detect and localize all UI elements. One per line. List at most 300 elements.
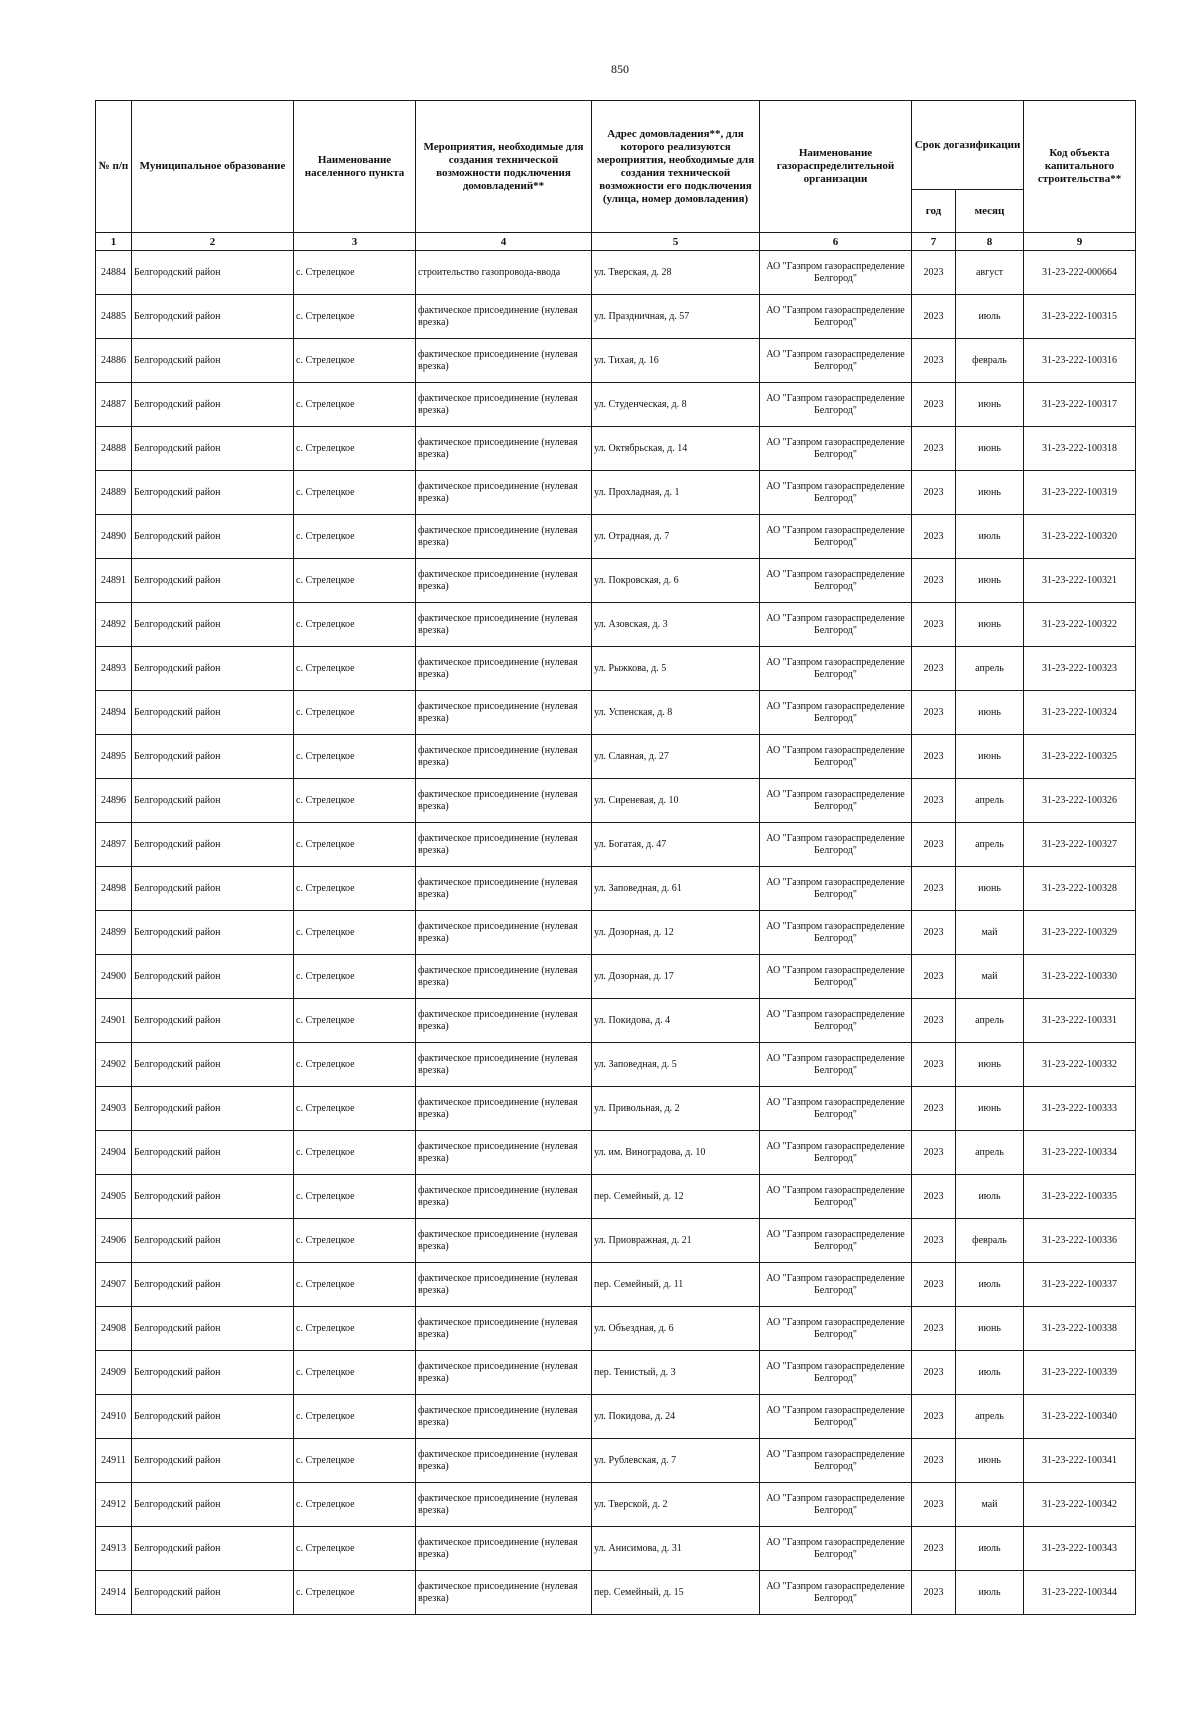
- organization-cell: АО "Газпром газораспределение Белгород": [760, 1087, 912, 1131]
- month-cell: апрель: [956, 647, 1024, 691]
- measure-cell: фактическое присоединение (нулевая врезка): [416, 823, 592, 867]
- measure-cell: фактическое присоединение (нулевая врезка): [416, 1219, 592, 1263]
- settlement-cell: с. Стрелецкое: [294, 1439, 416, 1483]
- year-cell: 2023: [912, 735, 956, 779]
- column-number: 9: [1024, 233, 1136, 251]
- settlement-cell: с. Стрелецкое: [294, 427, 416, 471]
- month-cell: июль: [956, 1571, 1024, 1615]
- row-number: 24890: [96, 515, 132, 559]
- table-row: [96, 999, 1136, 1043]
- object-code-cell: 31-23-222-100326: [1024, 779, 1136, 823]
- row-number: 24905: [96, 1175, 132, 1219]
- object-code-cell: 31-23-222-100342: [1024, 1483, 1136, 1527]
- header-code: Код объекта капитального строительства**: [1024, 101, 1136, 233]
- column-number: 7: [912, 233, 956, 251]
- organization-cell: АО "Газпром газораспределение Белгород": [760, 647, 912, 691]
- year-cell: 2023: [912, 1395, 956, 1439]
- month-cell: июнь: [956, 1087, 1024, 1131]
- organization-cell: АО "Газпром газораспределение Белгород": [760, 691, 912, 735]
- object-code-cell: 31-23-222-100317: [1024, 383, 1136, 427]
- month-cell: апрель: [956, 1131, 1024, 1175]
- gasification-table: [95, 100, 1136, 1615]
- settlement-cell: с. Стрелецкое: [294, 1131, 416, 1175]
- address-cell: ул. Заповедная, д. 5: [592, 1043, 760, 1087]
- table-row: [96, 1131, 1136, 1175]
- address-cell: ул. Праздничная, д. 57: [592, 295, 760, 339]
- object-code-cell: 31-23-222-100333: [1024, 1087, 1136, 1131]
- settlement-cell: с. Стрелецкое: [294, 1043, 416, 1087]
- month-cell: июль: [956, 1527, 1024, 1571]
- month-cell: июль: [956, 1263, 1024, 1307]
- address-cell: пер. Семейный, д. 12: [592, 1175, 760, 1219]
- measure-cell: фактическое присоединение (нулевая врезка): [416, 383, 592, 427]
- measure-cell: фактическое присоединение (нулевая врезка): [416, 1351, 592, 1395]
- table-row: [96, 1263, 1136, 1307]
- row-number: 24908: [96, 1307, 132, 1351]
- organization-cell: АО "Газпром газораспределение Белгород": [760, 1131, 912, 1175]
- municipality-cell: Белгородский район: [132, 339, 294, 383]
- measure-cell: фактическое присоединение (нулевая врезка): [416, 647, 592, 691]
- settlement-cell: с. Стрелецкое: [294, 471, 416, 515]
- organization-cell: АО "Газпром газораспределение Белгород": [760, 1043, 912, 1087]
- object-code-cell: 31-23-222-100338: [1024, 1307, 1136, 1351]
- measure-cell: фактическое присоединение (нулевая врезка): [416, 1263, 592, 1307]
- measure-cell: фактическое присоединение (нулевая врезка): [416, 779, 592, 823]
- settlement-cell: с. Стрелецкое: [294, 955, 416, 999]
- year-cell: 2023: [912, 383, 956, 427]
- organization-cell: АО "Газпром газораспределение Белгород": [760, 735, 912, 779]
- address-cell: ул. Тверской, д. 2: [592, 1483, 760, 1527]
- object-code-cell: 31-23-222-100331: [1024, 999, 1136, 1043]
- settlement-cell: с. Стрелецкое: [294, 295, 416, 339]
- object-code-cell: 31-23-222-100332: [1024, 1043, 1136, 1087]
- column-number: 1: [96, 233, 132, 251]
- object-code-cell: 31-23-222-100335: [1024, 1175, 1136, 1219]
- address-cell: ул. Приовражная, д. 21: [592, 1219, 760, 1263]
- header-row: [96, 101, 1136, 190]
- organization-cell: АО "Газпром газораспределение Белгород": [760, 515, 912, 559]
- municipality-cell: Белгородский район: [132, 1439, 294, 1483]
- table-row: [96, 1087, 1136, 1131]
- object-code-cell: 31-23-222-100319: [1024, 471, 1136, 515]
- address-cell: ул. Рыжкова, д. 5: [592, 647, 760, 691]
- object-code-cell: 31-23-222-100321: [1024, 559, 1136, 603]
- organization-cell: АО "Газпром газораспределение Белгород": [760, 955, 912, 999]
- municipality-cell: Белгородский район: [132, 779, 294, 823]
- settlement-cell: с. Стрелецкое: [294, 735, 416, 779]
- municipality-cell: Белгородский район: [132, 1175, 294, 1219]
- object-code-cell: 31-23-222-100322: [1024, 603, 1136, 647]
- settlement-cell: с. Стрелецкое: [294, 691, 416, 735]
- header-term: Срок догазификации: [912, 101, 1024, 190]
- settlement-cell: с. Стрелецкое: [294, 867, 416, 911]
- row-number: 24885: [96, 295, 132, 339]
- measure-cell: фактическое присоединение (нулевая врезка): [416, 911, 592, 955]
- address-cell: ул. Славная, д. 27: [592, 735, 760, 779]
- address-cell: ул. Дозорная, д. 12: [592, 911, 760, 955]
- organization-cell: АО "Газпром газораспределение Белгород": [760, 1263, 912, 1307]
- table-row: [96, 1307, 1136, 1351]
- organization-cell: АО "Газпром газораспределение Белгород": [760, 339, 912, 383]
- object-code-cell: 31-23-222-100330: [1024, 955, 1136, 999]
- object-code-cell: 31-23-222-100325: [1024, 735, 1136, 779]
- year-cell: 2023: [912, 1351, 956, 1395]
- column-number: 4: [416, 233, 592, 251]
- month-cell: июль: [956, 295, 1024, 339]
- address-cell: ул. Отрадная, д. 7: [592, 515, 760, 559]
- object-code-cell: 31-23-222-100318: [1024, 427, 1136, 471]
- measure-cell: фактическое присоединение (нулевая врезка): [416, 1395, 592, 1439]
- table-row: [96, 515, 1136, 559]
- settlement-cell: с. Стрелецкое: [294, 339, 416, 383]
- year-cell: 2023: [912, 1307, 956, 1351]
- month-cell: июнь: [956, 1043, 1024, 1087]
- address-cell: пер. Тенистый, д. 3: [592, 1351, 760, 1395]
- row-number: 24889: [96, 471, 132, 515]
- organization-cell: АО "Газпром газораспределение Белгород": [760, 559, 912, 603]
- settlement-cell: с. Стрелецкое: [294, 647, 416, 691]
- object-code-cell: 31-23-222-100340: [1024, 1395, 1136, 1439]
- header-num: № п/п: [96, 101, 132, 233]
- organization-cell: АО "Газпром газораспределение Белгород": [760, 295, 912, 339]
- address-cell: ул. Заповедная, д. 61: [592, 867, 760, 911]
- table-body: [96, 251, 1136, 1615]
- year-cell: 2023: [912, 823, 956, 867]
- organization-cell: АО "Газпром газораспределение Белгород": [760, 251, 912, 295]
- header-month: месяц: [956, 190, 1024, 233]
- table-row: [96, 779, 1136, 823]
- organization-cell: АО "Газпром газораспределение Белгород": [760, 867, 912, 911]
- column-number: 6: [760, 233, 912, 251]
- month-cell: июнь: [956, 603, 1024, 647]
- object-code-cell: 31-23-222-100328: [1024, 867, 1136, 911]
- municipality-cell: Белгородский район: [132, 1307, 294, 1351]
- table-row: [96, 427, 1136, 471]
- row-number: 24913: [96, 1527, 132, 1571]
- object-code-cell: 31-23-222-100344: [1024, 1571, 1136, 1615]
- municipality-cell: Белгородский район: [132, 647, 294, 691]
- measure-cell: фактическое присоединение (нулевая врезка): [416, 999, 592, 1043]
- month-cell: июль: [956, 515, 1024, 559]
- organization-cell: АО "Газпром газораспределение Белгород": [760, 1307, 912, 1351]
- settlement-cell: с. Стрелецкое: [294, 1483, 416, 1527]
- table-row: [96, 867, 1136, 911]
- object-code-cell: 31-23-222-100334: [1024, 1131, 1136, 1175]
- column-number: 2: [132, 233, 294, 251]
- municipality-cell: Белгородский район: [132, 515, 294, 559]
- organization-cell: АО "Газпром газораспределение Белгород": [760, 603, 912, 647]
- month-cell: июнь: [956, 1439, 1024, 1483]
- year-cell: 2023: [912, 515, 956, 559]
- organization-cell: АО "Газпром газораспределение Белгород": [760, 1571, 912, 1615]
- year-cell: 2023: [912, 1087, 956, 1131]
- municipality-cell: Белгородский район: [132, 1351, 294, 1395]
- year-cell: 2023: [912, 1219, 956, 1263]
- row-number: 24904: [96, 1131, 132, 1175]
- settlement-cell: с. Стрелецкое: [294, 1263, 416, 1307]
- row-number: 24906: [96, 1219, 132, 1263]
- organization-cell: АО "Газпром газораспределение Белгород": [760, 383, 912, 427]
- address-cell: пер. Семейный, д. 11: [592, 1263, 760, 1307]
- row-number: 24894: [96, 691, 132, 735]
- table-row: [96, 1175, 1136, 1219]
- measure-cell: фактическое присоединение (нулевая врезка): [416, 955, 592, 999]
- month-cell: июнь: [956, 559, 1024, 603]
- row-number: 24888: [96, 427, 132, 471]
- measure-cell: фактическое присоединение (нулевая врезка): [416, 1043, 592, 1087]
- municipality-cell: Белгородский район: [132, 1483, 294, 1527]
- address-cell: ул. Привольная, д. 2: [592, 1087, 760, 1131]
- settlement-cell: с. Стрелецкое: [294, 1087, 416, 1131]
- municipality-cell: Белгородский район: [132, 691, 294, 735]
- object-code-cell: 31-23-222-100336: [1024, 1219, 1136, 1263]
- year-cell: 2023: [912, 295, 956, 339]
- table-row: [96, 383, 1136, 427]
- table-row: [96, 823, 1136, 867]
- table-row: [96, 1571, 1136, 1615]
- settlement-cell: с. Стрелецкое: [294, 559, 416, 603]
- year-cell: 2023: [912, 999, 956, 1043]
- month-cell: август: [956, 251, 1024, 295]
- month-cell: апрель: [956, 999, 1024, 1043]
- year-cell: 2023: [912, 339, 956, 383]
- municipality-cell: Белгородский район: [132, 603, 294, 647]
- year-cell: 2023: [912, 559, 956, 603]
- municipality-cell: Белгородский район: [132, 295, 294, 339]
- year-cell: 2023: [912, 251, 956, 295]
- header-address: Адрес домовладения**, для которого реализуются мероприятия, необходимые для создания технической возможности его подключения (улица, номер домовладения): [592, 101, 760, 233]
- column-number: 5: [592, 233, 760, 251]
- month-cell: апрель: [956, 823, 1024, 867]
- settlement-cell: с. Стрелецкое: [294, 1395, 416, 1439]
- month-cell: апрель: [956, 779, 1024, 823]
- row-number: 24884: [96, 251, 132, 295]
- year-cell: 2023: [912, 427, 956, 471]
- year-cell: 2023: [912, 955, 956, 999]
- municipality-cell: Белгородский район: [132, 1043, 294, 1087]
- header-org: Наименование газораспределительной организации: [760, 101, 912, 233]
- settlement-cell: с. Стрелецкое: [294, 383, 416, 427]
- object-code-cell: 31-23-222-100343: [1024, 1527, 1136, 1571]
- table-row: [96, 295, 1136, 339]
- settlement-cell: с. Стрелецкое: [294, 1307, 416, 1351]
- organization-cell: АО "Газпром газораспределение Белгород": [760, 1175, 912, 1219]
- measure-cell: фактическое присоединение (нулевая врезка): [416, 735, 592, 779]
- measure-cell: фактическое присоединение (нулевая врезка): [416, 1527, 592, 1571]
- municipality-cell: Белгородский район: [132, 1219, 294, 1263]
- header-municipality: Муниципальное образование: [132, 101, 294, 233]
- object-code-cell: 31-23-222-100329: [1024, 911, 1136, 955]
- table-row: [96, 1439, 1136, 1483]
- organization-cell: АО "Газпром газораспределение Белгород": [760, 911, 912, 955]
- organization-cell: АО "Газпром газораспределение Белгород": [760, 1527, 912, 1571]
- measure-cell: фактическое присоединение (нулевая врезка): [416, 427, 592, 471]
- object-code-cell: 31-23-222-100327: [1024, 823, 1136, 867]
- object-code-cell: 31-23-222-100339: [1024, 1351, 1136, 1395]
- object-code-cell: 31-23-222-100323: [1024, 647, 1136, 691]
- measure-cell: фактическое присоединение (нулевая врезка): [416, 339, 592, 383]
- month-cell: июнь: [956, 735, 1024, 779]
- settlement-cell: с. Стрелецкое: [294, 1527, 416, 1571]
- month-cell: июнь: [956, 867, 1024, 911]
- municipality-cell: Белгородский район: [132, 1571, 294, 1615]
- municipality-cell: Белгородский район: [132, 1263, 294, 1307]
- month-cell: июль: [956, 1175, 1024, 1219]
- organization-cell: АО "Газпром газораспределение Белгород": [760, 1483, 912, 1527]
- year-cell: 2023: [912, 779, 956, 823]
- table-row: [96, 691, 1136, 735]
- measure-cell: фактическое присоединение (нулевая врезка): [416, 1483, 592, 1527]
- organization-cell: АО "Газпром газораспределение Белгород": [760, 1351, 912, 1395]
- object-code-cell: 31-23-222-000664: [1024, 251, 1136, 295]
- row-number: 24896: [96, 779, 132, 823]
- row-number: 24895: [96, 735, 132, 779]
- measure-cell: фактическое присоединение (нулевая врезка): [416, 603, 592, 647]
- row-number: 24887: [96, 383, 132, 427]
- row-number: 24902: [96, 1043, 132, 1087]
- table-row: [96, 1219, 1136, 1263]
- settlement-cell: с. Стрелецкое: [294, 1219, 416, 1263]
- address-cell: ул. Покровская, д. 6: [592, 559, 760, 603]
- header-measures: Мероприятия, необходимые для создания технической возможности подключения домовладений**: [416, 101, 592, 233]
- municipality-cell: Белгородский район: [132, 999, 294, 1043]
- table-row: [96, 647, 1136, 691]
- organization-cell: АО "Газпром газораспределение Белгород": [760, 823, 912, 867]
- settlement-cell: с. Стрелецкое: [294, 911, 416, 955]
- object-code-cell: 31-23-222-100341: [1024, 1439, 1136, 1483]
- measure-cell: фактическое присоединение (нулевая врезка): [416, 295, 592, 339]
- row-number: 24899: [96, 911, 132, 955]
- month-cell: июль: [956, 1351, 1024, 1395]
- measure-cell: фактическое присоединение (нулевая врезка): [416, 1439, 592, 1483]
- settlement-cell: с. Стрелецкое: [294, 1351, 416, 1395]
- address-cell: ул. Покидова, д. 24: [592, 1395, 760, 1439]
- address-cell: ул. Прохладная, д. 1: [592, 471, 760, 515]
- row-number: 24886: [96, 339, 132, 383]
- address-cell: ул. Объездная, д. 6: [592, 1307, 760, 1351]
- row-number: 24892: [96, 603, 132, 647]
- year-cell: 2023: [912, 1043, 956, 1087]
- measure-cell: фактическое присоединение (нулевая врезка): [416, 1175, 592, 1219]
- row-number: 24907: [96, 1263, 132, 1307]
- month-cell: июнь: [956, 427, 1024, 471]
- municipality-cell: Белгородский район: [132, 1527, 294, 1571]
- table-row: [96, 1395, 1136, 1439]
- column-numbers-row: [96, 233, 1136, 251]
- month-cell: май: [956, 911, 1024, 955]
- address-cell: ул. Азовская, д. 3: [592, 603, 760, 647]
- organization-cell: АО "Газпром газораспределение Белгород": [760, 1395, 912, 1439]
- row-number: 24903: [96, 1087, 132, 1131]
- settlement-cell: с. Стрелецкое: [294, 251, 416, 295]
- address-cell: пер. Семейный, д. 15: [592, 1571, 760, 1615]
- measure-cell: фактическое присоединение (нулевая врезка): [416, 691, 592, 735]
- municipality-cell: Белгородский район: [132, 911, 294, 955]
- measure-cell: фактическое присоединение (нулевая врезка): [416, 515, 592, 559]
- settlement-cell: с. Стрелецкое: [294, 823, 416, 867]
- object-code-cell: 31-23-222-100320: [1024, 515, 1136, 559]
- month-cell: февраль: [956, 339, 1024, 383]
- municipality-cell: Белгородский район: [132, 823, 294, 867]
- year-cell: 2023: [912, 867, 956, 911]
- month-cell: июнь: [956, 471, 1024, 515]
- column-number: 3: [294, 233, 416, 251]
- measure-cell: строительство газопровода-ввода: [416, 251, 592, 295]
- year-cell: 2023: [912, 1263, 956, 1307]
- municipality-cell: Белгородский район: [132, 427, 294, 471]
- row-number: 24891: [96, 559, 132, 603]
- municipality-cell: Белгородский район: [132, 383, 294, 427]
- year-cell: 2023: [912, 1483, 956, 1527]
- month-cell: июнь: [956, 1307, 1024, 1351]
- municipality-cell: Белгородский район: [132, 867, 294, 911]
- month-cell: июнь: [956, 383, 1024, 427]
- settlement-cell: с. Стрелецкое: [294, 779, 416, 823]
- measure-cell: фактическое присоединение (нулевая врезка): [416, 471, 592, 515]
- organization-cell: АО "Газпром газораспределение Белгород": [760, 471, 912, 515]
- year-cell: 2023: [912, 1527, 956, 1571]
- row-number: 24911: [96, 1439, 132, 1483]
- measure-cell: фактическое присоединение (нулевая врезка): [416, 1087, 592, 1131]
- year-cell: 2023: [912, 471, 956, 515]
- year-cell: 2023: [912, 603, 956, 647]
- settlement-cell: с. Стрелецкое: [294, 515, 416, 559]
- table-row: [96, 559, 1136, 603]
- column-number: 8: [956, 233, 1024, 251]
- municipality-cell: Белгородский район: [132, 1131, 294, 1175]
- table-row: [96, 251, 1136, 295]
- year-cell: 2023: [912, 1131, 956, 1175]
- object-code-cell: 31-23-222-100337: [1024, 1263, 1136, 1307]
- address-cell: ул. Тверская, д. 28: [592, 251, 760, 295]
- row-number: 24912: [96, 1483, 132, 1527]
- table-row: [96, 735, 1136, 779]
- page-number: 850: [611, 62, 629, 76]
- address-cell: ул. Успенская, д. 8: [592, 691, 760, 735]
- address-cell: ул. Анисимова, д. 31: [592, 1527, 760, 1571]
- year-cell: 2023: [912, 911, 956, 955]
- row-number: 24900: [96, 955, 132, 999]
- measure-cell: фактическое присоединение (нулевая врезка): [416, 867, 592, 911]
- table-row: [96, 1351, 1136, 1395]
- measure-cell: фактическое присоединение (нулевая врезка): [416, 559, 592, 603]
- year-cell: 2023: [912, 1439, 956, 1483]
- municipality-cell: Белгородский район: [132, 471, 294, 515]
- settlement-cell: с. Стрелецкое: [294, 999, 416, 1043]
- year-cell: 2023: [912, 1571, 956, 1615]
- object-code-cell: 31-23-222-100316: [1024, 339, 1136, 383]
- table-row: [96, 471, 1136, 515]
- header-settlement: Наименование населенного пункта: [294, 101, 416, 233]
- municipality-cell: Белгородский район: [132, 251, 294, 295]
- organization-cell: АО "Газпром газораспределение Белгород": [760, 1439, 912, 1483]
- organization-cell: АО "Газпром газораспределение Белгород": [760, 779, 912, 823]
- month-cell: май: [956, 1483, 1024, 1527]
- address-cell: ул. Сиреневая, д. 10: [592, 779, 760, 823]
- month-cell: февраль: [956, 1219, 1024, 1263]
- address-cell: ул. Рублевская, д. 7: [592, 1439, 760, 1483]
- table-row: [96, 1043, 1136, 1087]
- table-row: [96, 1527, 1136, 1571]
- municipality-cell: Белгородский район: [132, 955, 294, 999]
- row-number: 24893: [96, 647, 132, 691]
- row-number: 24901: [96, 999, 132, 1043]
- table-row: [96, 955, 1136, 999]
- row-number: 24898: [96, 867, 132, 911]
- address-cell: ул. Тихая, д. 16: [592, 339, 760, 383]
- address-cell: ул. Богатая, д. 47: [592, 823, 760, 867]
- municipality-cell: Белгородский район: [132, 1395, 294, 1439]
